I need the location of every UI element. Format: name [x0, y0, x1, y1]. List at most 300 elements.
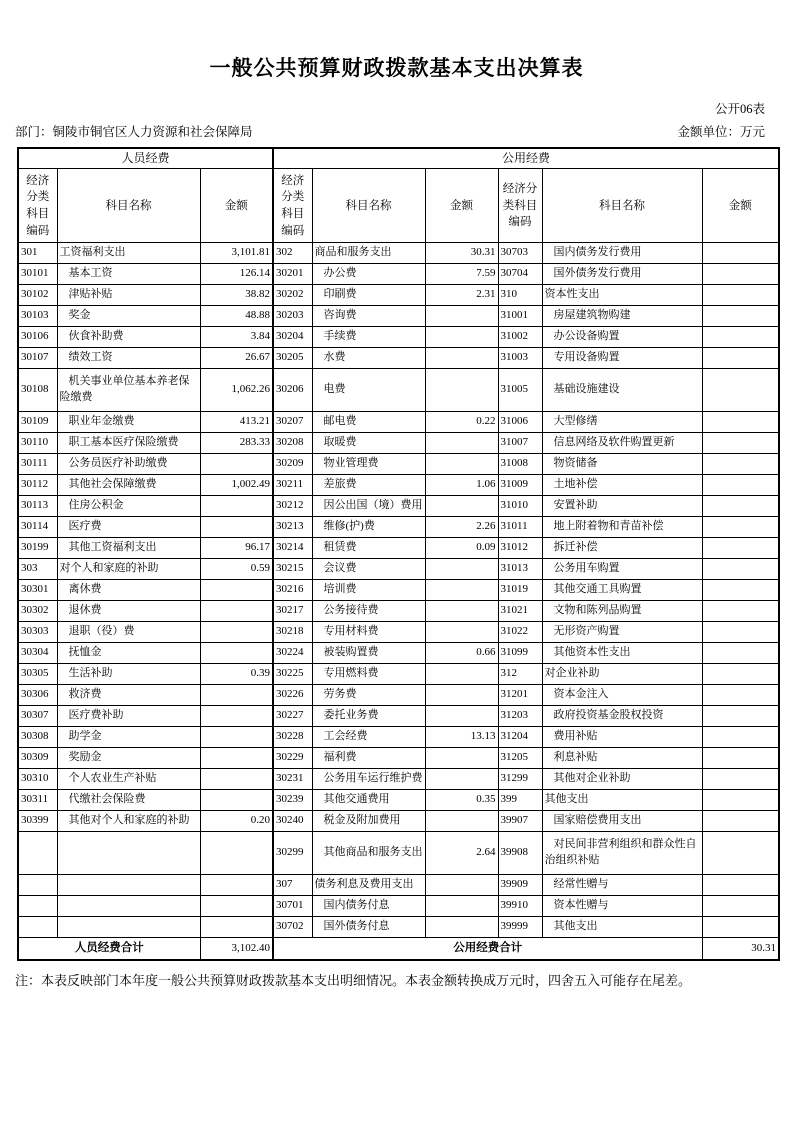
amount-cell — [702, 496, 779, 517]
amount-cell — [425, 327, 498, 348]
subject-name-cell: 福利费 — [312, 748, 425, 769]
table-row — [18, 917, 779, 938]
code-cell: 30703 — [498, 243, 542, 264]
code-cell: 31099 — [498, 643, 542, 664]
amount-cell — [702, 748, 779, 769]
subject-name-cell: 离休费 — [57, 580, 200, 601]
amount-cell — [702, 306, 779, 327]
subject-name-cell: 职工基本医疗保险缴费 — [57, 433, 200, 454]
subject-name-cell: 文物和陈列品购置 — [542, 601, 702, 622]
amount-cell — [702, 643, 779, 664]
code-cell: 30107 — [18, 348, 57, 369]
table-row — [18, 264, 779, 285]
code-cell: 30205 — [273, 348, 312, 369]
subject-name-cell: 基础设施建设 — [542, 369, 702, 412]
subject-name-cell: 安置补助 — [542, 496, 702, 517]
code-cell: 31013 — [498, 559, 542, 580]
subject-name-cell: 培训费 — [312, 580, 425, 601]
subject-name-cell: 拆迁补偿 — [542, 538, 702, 559]
unit-label: 金额单位：万元 — [677, 125, 765, 139]
code-cell: 31203 — [498, 706, 542, 727]
subject-name-cell: 退职（役）费 — [57, 622, 200, 643]
code-cell: 30702 — [273, 917, 312, 938]
subject-name-cell: 物业管理费 — [312, 454, 425, 475]
subject-name-cell: 公务用车运行维护费 — [312, 769, 425, 790]
amount-cell — [702, 285, 779, 306]
code-cell: 30112 — [18, 475, 57, 496]
table-row — [18, 538, 779, 559]
table-row — [18, 327, 779, 348]
group-header-personnel: 人员经费 — [18, 148, 273, 169]
code-cell: 31201 — [498, 685, 542, 706]
amount-cell — [702, 727, 779, 748]
table-row — [18, 496, 779, 517]
amount-cell — [702, 433, 779, 454]
subject-name-cell: 税金及附加费用 — [312, 811, 425, 832]
code-cell: 30101 — [18, 264, 57, 285]
amount-cell — [425, 496, 498, 517]
table-footer — [18, 938, 779, 960]
code-cell: 30110 — [18, 433, 57, 454]
code-cell: 312 — [498, 664, 542, 685]
budget-table — [17, 147, 780, 961]
code-cell — [18, 832, 57, 875]
amount-cell — [702, 559, 779, 580]
code-cell: 31007 — [498, 433, 542, 454]
column-header-row — [18, 169, 779, 243]
amount-cell: 283.33 — [200, 433, 273, 454]
code-cell: 399 — [498, 790, 542, 811]
code-cell: 31003 — [498, 348, 542, 369]
column-header-name: 科目名称 — [312, 169, 425, 243]
code-cell: 39909 — [498, 875, 542, 896]
subject-name-cell: 个人农业生产补贴 — [57, 769, 200, 790]
amount-cell — [425, 811, 498, 832]
table-row — [18, 811, 779, 832]
amount-cell — [702, 811, 779, 832]
table-row — [18, 412, 779, 433]
subject-name-cell: 办公费 — [312, 264, 425, 285]
amount-cell — [702, 475, 779, 496]
code-cell: 30111 — [18, 454, 57, 475]
code-cell: 30202 — [273, 285, 312, 306]
code-cell: 39907 — [498, 811, 542, 832]
code-cell: 31005 — [498, 369, 542, 412]
subject-name-cell: 伙食补助费 — [57, 327, 200, 348]
amount-cell — [702, 896, 779, 917]
amount-cell — [200, 622, 273, 643]
subject-name-cell: 国外债务付息 — [312, 917, 425, 938]
subject-name-cell: 专用设备购置 — [542, 348, 702, 369]
code-cell: 30216 — [273, 580, 312, 601]
code-cell: 30228 — [273, 727, 312, 748]
code-cell: 30310 — [18, 769, 57, 790]
subject-name-cell: 专用材料费 — [312, 622, 425, 643]
table-body — [18, 243, 779, 938]
amount-cell — [702, 622, 779, 643]
table-row — [18, 580, 779, 601]
subject-name-cell: 其他对个人和家庭的补助 — [57, 811, 200, 832]
amount-cell: 2.31 — [425, 285, 498, 306]
code-cell: 307 — [273, 875, 312, 896]
code-cell: 30301 — [18, 580, 57, 601]
table-row — [18, 643, 779, 664]
code-cell: 30211 — [273, 475, 312, 496]
amount-cell — [200, 454, 273, 475]
amount-cell — [702, 706, 779, 727]
subject-name-cell: 其他交通费用 — [312, 790, 425, 811]
amount-cell: 0.66 — [425, 643, 498, 664]
subject-name-cell: 因公出国（境）费用 — [312, 496, 425, 517]
subject-name-cell: 生活补助 — [57, 664, 200, 685]
amount-cell: 0.39 — [200, 664, 273, 685]
subject-name-cell: 国内债务付息 — [312, 896, 425, 917]
table-row — [18, 706, 779, 727]
table-row — [18, 601, 779, 622]
subject-name-cell: 工资福利支出 — [57, 243, 200, 264]
subject-name-cell: 劳务费 — [312, 685, 425, 706]
subject-name-cell: 机关事业单位基本养老保险缴费 — [57, 369, 200, 412]
amount-cell — [702, 264, 779, 285]
table-header — [18, 148, 779, 243]
amount-cell — [200, 496, 273, 517]
code-cell: 30225 — [273, 664, 312, 685]
amount-cell — [200, 643, 273, 664]
group-header-public: 公用经费 — [273, 148, 779, 169]
amount-cell — [702, 327, 779, 348]
code-cell: 30226 — [273, 685, 312, 706]
code-cell: 30114 — [18, 517, 57, 538]
subject-name-cell: 会议费 — [312, 559, 425, 580]
subject-name-cell: 租赁费 — [312, 538, 425, 559]
code-cell: 30213 — [273, 517, 312, 538]
subject-name-cell: 资本金注入 — [542, 685, 702, 706]
code-cell: 31008 — [498, 454, 542, 475]
subject-name-cell: 奖金 — [57, 306, 200, 327]
code-cell: 31010 — [498, 496, 542, 517]
subject-name-cell — [57, 917, 200, 938]
subject-name-cell: 资本性支出 — [542, 285, 702, 306]
subject-name-cell: 其他支出 — [542, 790, 702, 811]
code-cell: 30201 — [273, 264, 312, 285]
column-header-amount: 金额 — [200, 169, 273, 243]
amount-cell — [425, 896, 498, 917]
table-row — [18, 348, 779, 369]
subject-name-cell: 公务接待费 — [312, 601, 425, 622]
amount-cell: 7.59 — [425, 264, 498, 285]
amount-cell — [702, 348, 779, 369]
subject-name-cell: 办公设备购置 — [542, 327, 702, 348]
code-cell: 30399 — [18, 811, 57, 832]
subject-name-cell: 对民间非营利组织和群众性自治组织补贴 — [542, 832, 702, 875]
code-cell: 31002 — [498, 327, 542, 348]
amount-cell: 3.84 — [200, 327, 273, 348]
amount-cell — [702, 832, 779, 875]
code-cell: 30299 — [273, 832, 312, 875]
amount-cell — [702, 369, 779, 412]
column-header-amount: 金额 — [425, 169, 498, 243]
subject-name-cell: 基本工资 — [57, 264, 200, 285]
amount-cell: 0.20 — [200, 811, 273, 832]
table-row — [18, 285, 779, 306]
amount-cell: 3,101.81 — [200, 243, 273, 264]
amount-cell — [200, 706, 273, 727]
code-cell: 30199 — [18, 538, 57, 559]
amount-cell — [425, 664, 498, 685]
total-row — [18, 938, 779, 960]
amount-cell: 0.09 — [425, 538, 498, 559]
code-cell: 30209 — [273, 454, 312, 475]
amount-cell — [200, 748, 273, 769]
code-cell: 30204 — [273, 327, 312, 348]
amount-cell — [200, 875, 273, 896]
amount-cell: 2.64 — [425, 832, 498, 875]
table-row — [18, 896, 779, 917]
amount-cell: 26.67 — [200, 348, 273, 369]
personnel-total-label: 人员经费合计 — [18, 938, 200, 960]
code-cell: 30207 — [273, 412, 312, 433]
amount-cell — [200, 769, 273, 790]
subject-name-cell: 咨询费 — [312, 306, 425, 327]
amount-cell — [702, 685, 779, 706]
subject-name-cell: 房屋建筑物购建 — [542, 306, 702, 327]
subject-name-cell: 无形资产购置 — [542, 622, 702, 643]
subject-name-cell — [57, 875, 200, 896]
subject-name-cell: 其他社会保障缴费 — [57, 475, 200, 496]
amount-cell — [702, 875, 779, 896]
subject-name-cell: 利息补贴 — [542, 748, 702, 769]
amount-cell — [702, 580, 779, 601]
subject-name-cell: 差旅费 — [312, 475, 425, 496]
amount-cell — [200, 832, 273, 875]
amount-cell — [425, 559, 498, 580]
subject-name-cell: 被装购置费 — [312, 643, 425, 664]
code-cell: 31019 — [498, 580, 542, 601]
subject-name-cell: 地上附着物和青苗补偿 — [542, 517, 702, 538]
column-header-code: 经济分类科目编码 — [498, 169, 542, 243]
table-row — [18, 517, 779, 538]
department-label: 部门：铜陵市铜官区人力资源和社会保障局 — [15, 125, 253, 139]
amount-cell: 1.06 — [425, 475, 498, 496]
code-cell: 30108 — [18, 369, 57, 412]
subject-name-cell: 其他商品和服务支出 — [312, 832, 425, 875]
code-cell — [18, 896, 57, 917]
code-cell: 30103 — [18, 306, 57, 327]
table-row — [18, 769, 779, 790]
code-cell: 30704 — [498, 264, 542, 285]
subject-name-cell: 邮电费 — [312, 412, 425, 433]
amount-cell — [702, 601, 779, 622]
amount-cell — [425, 706, 498, 727]
code-cell: 30109 — [18, 412, 57, 433]
public-total-amount: 30.31 — [702, 938, 779, 960]
subject-name-cell: 土地补偿 — [542, 475, 702, 496]
amount-cell — [200, 601, 273, 622]
amount-cell: 0.35 — [425, 790, 498, 811]
amount-cell — [425, 348, 498, 369]
subject-name-cell: 国外债务发行费用 — [542, 264, 702, 285]
code-cell: 30306 — [18, 685, 57, 706]
amount-cell: 413.21 — [200, 412, 273, 433]
subject-name-cell: 救济费 — [57, 685, 200, 706]
amount-cell — [702, 917, 779, 938]
subject-name-cell: 专用燃料费 — [312, 664, 425, 685]
amount-cell: 126.14 — [200, 264, 273, 285]
table-row — [18, 454, 779, 475]
code-cell: 39908 — [498, 832, 542, 875]
amount-cell: 13.13 — [425, 727, 498, 748]
code-cell: 30239 — [273, 790, 312, 811]
subject-name-cell: 其他支出 — [542, 917, 702, 938]
table-row — [18, 685, 779, 706]
code-cell: 31022 — [498, 622, 542, 643]
code-cell: 30309 — [18, 748, 57, 769]
subject-name-cell: 对企业补助 — [542, 664, 702, 685]
amount-cell — [200, 896, 273, 917]
subject-name-cell: 国家赔偿费用支出 — [542, 811, 702, 832]
amount-cell — [425, 306, 498, 327]
table-row — [18, 475, 779, 496]
subject-name-cell: 绩效工资 — [57, 348, 200, 369]
amount-cell — [702, 454, 779, 475]
code-cell: 31205 — [498, 748, 542, 769]
subject-name-cell: 医疗费 — [57, 517, 200, 538]
column-header-name: 科目名称 — [57, 169, 200, 243]
amount-cell — [702, 769, 779, 790]
column-header-name: 科目名称 — [542, 169, 702, 243]
subject-name-cell: 经常性赠与 — [542, 875, 702, 896]
code-cell: 30206 — [273, 369, 312, 412]
footnote: 注：本表反映部门本年度一般公共预算财政拨款基本支出明细情况。本表金额转换成万元时，四舍五入可能存在尾差。 — [15, 972, 692, 988]
table-row — [18, 369, 779, 412]
subject-name-cell: 助学金 — [57, 727, 200, 748]
code-cell: 30106 — [18, 327, 57, 348]
subject-name-cell: 印刷费 — [312, 285, 425, 306]
code-cell: 30305 — [18, 664, 57, 685]
table-row — [18, 433, 779, 454]
code-cell: 31006 — [498, 412, 542, 433]
subject-name-cell: 委托业务费 — [312, 706, 425, 727]
code-cell: 303 — [18, 559, 57, 580]
group-header-row — [18, 148, 779, 169]
amount-cell — [425, 769, 498, 790]
table-row — [18, 243, 779, 264]
amount-cell: 38.82 — [200, 285, 273, 306]
amount-cell — [702, 538, 779, 559]
subject-name-cell: 商品和服务支出 — [312, 243, 425, 264]
code-cell: 31204 — [498, 727, 542, 748]
amount-cell — [702, 790, 779, 811]
public-total-label: 公用经费合计 — [273, 938, 702, 960]
subject-name-cell: 抚恤金 — [57, 643, 200, 664]
code-cell: 30240 — [273, 811, 312, 832]
subject-name-cell: 公务用车购置 — [542, 559, 702, 580]
amount-cell: 1,002.49 — [200, 475, 273, 496]
amount-cell — [200, 917, 273, 938]
amount-cell: 30.31 — [425, 243, 498, 264]
subject-name-cell: 其他对企业补助 — [542, 769, 702, 790]
code-cell: 30227 — [273, 706, 312, 727]
amount-cell — [425, 601, 498, 622]
amount-cell — [425, 454, 498, 475]
code-cell: 30215 — [273, 559, 312, 580]
code-cell: 30214 — [273, 538, 312, 559]
subject-name-cell: 取暖费 — [312, 433, 425, 454]
subject-name-cell: 工会经费 — [312, 727, 425, 748]
table-row — [18, 790, 779, 811]
code-cell: 39999 — [498, 917, 542, 938]
subject-name-cell: 其他交通工具购置 — [542, 580, 702, 601]
table-row — [18, 664, 779, 685]
amount-cell — [425, 917, 498, 938]
amount-cell: 1,062.26 — [200, 369, 273, 412]
table-row — [18, 559, 779, 580]
code-cell: 30212 — [273, 496, 312, 517]
subject-name-cell: 信息网络及软件购置更新 — [542, 433, 702, 454]
personnel-total-amount: 3,102.40 — [200, 938, 273, 960]
amount-cell: 48.88 — [200, 306, 273, 327]
subject-name-cell: 津贴补贴 — [57, 285, 200, 306]
subject-name-cell: 住房公积金 — [57, 496, 200, 517]
amount-cell — [702, 243, 779, 264]
amount-cell — [425, 748, 498, 769]
subject-name-cell: 大型修缮 — [542, 412, 702, 433]
code-cell: 31021 — [498, 601, 542, 622]
subject-name-cell: 费用补贴 — [542, 727, 702, 748]
subject-name-cell: 维修(护)费 — [312, 517, 425, 538]
amount-cell — [200, 517, 273, 538]
column-header-code: 经济分类科目编码 — [273, 169, 312, 243]
subject-name-cell: 职业年金缴费 — [57, 412, 200, 433]
table-row — [18, 306, 779, 327]
subject-name-cell: 资本性赠与 — [542, 896, 702, 917]
subject-name-cell: 物资储备 — [542, 454, 702, 475]
code-cell: 30302 — [18, 601, 57, 622]
code-cell: 30217 — [273, 601, 312, 622]
amount-cell: 96.17 — [200, 538, 273, 559]
subject-name-cell: 国内债务发行费用 — [542, 243, 702, 264]
table-row — [18, 875, 779, 896]
table-code-label: 公开06表 — [714, 102, 765, 116]
table-row — [18, 727, 779, 748]
amount-cell — [425, 369, 498, 412]
code-cell — [18, 875, 57, 896]
code-cell: 39910 — [498, 896, 542, 917]
subject-name-cell: 手续费 — [312, 327, 425, 348]
code-cell: 30113 — [18, 496, 57, 517]
meta-row — [0, 122, 793, 140]
code-cell: 31299 — [498, 769, 542, 790]
code-cell: 30308 — [18, 727, 57, 748]
code-cell: 30203 — [273, 306, 312, 327]
code-cell — [18, 917, 57, 938]
amount-cell: 2.26 — [425, 517, 498, 538]
amount-cell — [200, 790, 273, 811]
subject-name-cell — [57, 832, 200, 875]
code-cell: 30102 — [18, 285, 57, 306]
amount-cell — [702, 517, 779, 538]
subject-name-cell: 其他资本性支出 — [542, 643, 702, 664]
code-cell: 31001 — [498, 306, 542, 327]
subject-name-cell: 其他工资福利支出 — [57, 538, 200, 559]
amount-cell — [702, 664, 779, 685]
column-header-amount: 金额 — [702, 169, 779, 243]
code-cell: 301 — [18, 243, 57, 264]
amount-cell — [425, 433, 498, 454]
code-cell: 310 — [498, 285, 542, 306]
amount-cell: 0.59 — [200, 559, 273, 580]
subject-name-cell: 水费 — [312, 348, 425, 369]
